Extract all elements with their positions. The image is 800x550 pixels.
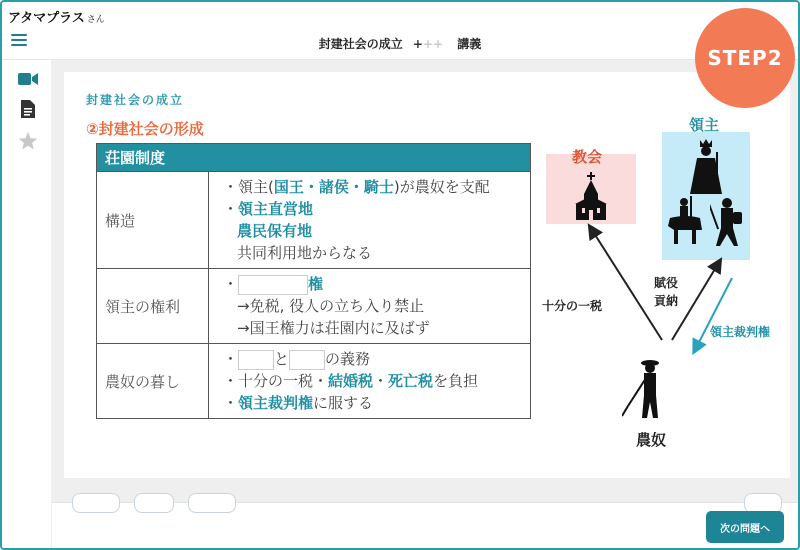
row-detail [209,344,531,419]
slide-stage [52,60,798,502]
answer-blank[interactable] [238,350,274,370]
detail-text: ・ [223,275,239,293]
detail-text: ・十分の一税・ [223,372,329,390]
serf-icon [622,358,672,424]
lecture-slide [64,72,790,478]
detail-line [223,273,522,295]
detail-line [223,370,522,392]
video-icon[interactable] [17,68,39,90]
detail-text: ・ [223,200,239,218]
church-label: 教会 [572,148,603,166]
play-button[interactable] [134,493,174,513]
keyword: 権 [308,275,324,293]
row-label: 構造 [97,172,209,269]
detail-text: を負担 [433,372,479,390]
detail-line [223,295,522,317]
detail-text: ・ [223,394,239,412]
table-row [97,269,531,344]
king-icon [688,138,724,200]
detail-text: 共同利用地からなる [237,244,373,262]
detail-line [223,348,522,370]
table-row [97,172,531,269]
keyword: 死亡税 [388,372,434,390]
row-label: 農奴の暮し [97,344,209,419]
slide-heading: 封建社会の成立 [86,93,185,107]
lecture-name: 封建社会の成立 [318,37,403,51]
progress-plus-filled: + [412,37,423,51]
keyword: 国王・諸侯・騎士 [273,178,394,196]
detail-line [223,242,522,264]
keyword: 領主裁判権 [238,394,314,412]
labor-label: 賦役 [654,276,679,290]
detail-text: と [274,350,290,368]
church-icon [573,172,609,224]
bottom-bar [52,502,798,548]
page-title [2,35,798,52]
step-badge: STEP2 [695,8,795,108]
keyword: 農民保有地 [237,222,313,240]
tithe-arrow [592,230,662,340]
detail-line [223,317,522,339]
brand-suffix: さん [86,15,105,25]
keyword: 領主直営地 [238,200,314,218]
row-detail [209,172,531,269]
detail-text: )が農奴を支配 [393,178,490,196]
slide-subheading: ②封建社会の形成 [86,120,204,138]
detail-text: に服する [313,394,374,412]
tithe-label: 十分の一税 [542,299,603,313]
detail-text: の義務 [325,350,371,368]
detail-text: ・ [223,350,239,368]
answer-blank[interactable] [238,275,308,295]
mode-label: 講義 [457,37,482,51]
serf-label: 農奴 [636,431,667,449]
next-slide-button[interactable] [188,493,236,513]
next-question-button[interactable]: 次の問題へ [706,511,784,543]
star-icon[interactable] [17,130,39,152]
detail-line [223,176,522,198]
tribute-label: 貢納 [654,294,679,308]
lord-label: 領主 [689,116,720,134]
detail-text: ・領主( [223,178,274,196]
fullscreen-button[interactable] [744,493,782,513]
detail-text: →国王権力は荘園内に及ばず [237,319,430,337]
detail-line [223,220,522,242]
answer-blank[interactable] [289,350,325,370]
brand-name: アタマプラス [8,11,85,26]
document-icon[interactable] [17,98,39,120]
brand-logo [8,7,105,26]
detail-text: ・ [373,372,389,390]
keyword: 結婚税 [328,372,374,390]
row-detail [209,269,531,344]
jurisdiction-label: 領主裁判権 [710,325,771,339]
prev-slide-button[interactable] [72,493,120,513]
row-label: 領主の権利 [97,269,209,344]
detail-text: →免税, 役人の立ち入り禁止 [237,297,425,315]
detail-line [223,198,522,220]
detail-line [223,392,522,414]
table-header: 荘園制度 [97,144,531,172]
sidebar [2,60,52,548]
table-row [97,344,531,419]
manor-table [96,143,531,419]
progress-plus-empty: ++ [422,37,444,51]
